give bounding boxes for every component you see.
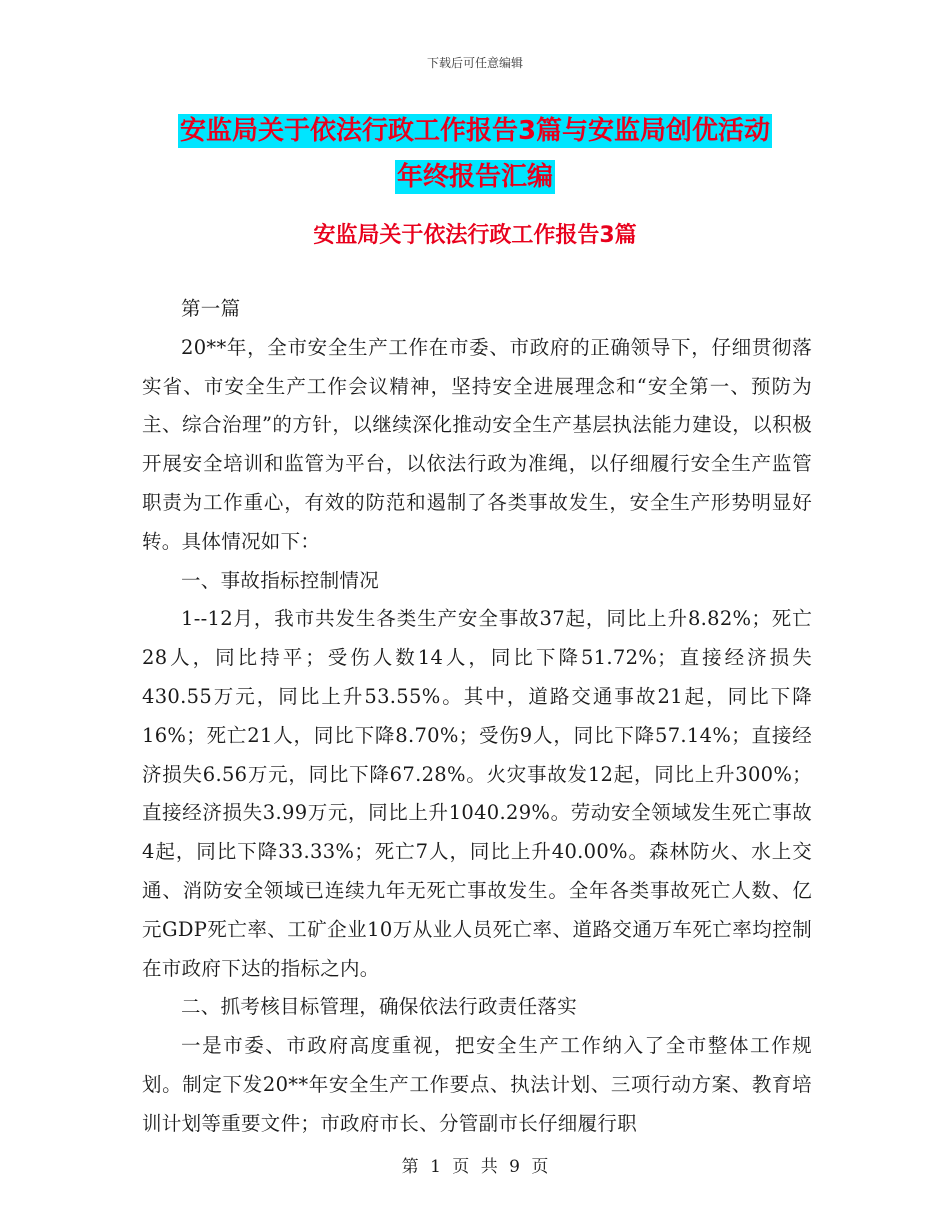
paragraph-government-attention: 一是市委、市政府高度重视，把安全生产工作纳入了全市整体工作规划。制定下发20**年安全生产工作要点、执法计划、三项行动方案、教育培训计划等重要文件；市政府市长、分管副市长仔细履行职 (142, 1034, 812, 1135)
header-note: 下载后可任意编辑 (426, 56, 523, 70)
document-body (142, 290, 812, 1144)
paragraph-heading-target-management: 二、抓考核目标管理，确保依法行政责任落实 (181, 995, 578, 1019)
document-title-line-2: 年终报告汇编 (396, 162, 553, 192)
paragraph-heading-accident-indicators: 一、事故指标控制情况 (181, 568, 380, 592)
document-title (140, 108, 810, 200)
paragraph-intro: 20**年，全市安全生产工作在市委、市政府的正确领导下，仔细贯彻落实省、市安全生产工作会议精神，坚持安全进展理念和“安全第一、预防为主、综合治理”的方针，以继续深化推动安全生产基层执法能力建设，以积极开展安全培训和监管为平台，以依法行政为准绳，以仔细履行安全生产监管职责为工作重心，有效的防范和遏制了各类事故发生，安全生产形势明显好转。具体情况如下： (142, 335, 812, 553)
page-footer: 第 1 页 共 9 页 (401, 1157, 549, 1177)
document-title-line-1: 安监局关于依法行政工作报告3篇与安监局创优活动 (179, 116, 771, 146)
paragraph-accident-statistics: 1--12月，我市共发生各类生产安全事故37起，同比上升8.82%；死亡28人，同比持平；受伤人数14人，同比下降51.72%；直接经济损失430.55万元，同比上升53.55%。其中，道路交通事故21起，同比下降16%；死亡21人，同比下降8.70%；受伤9人，同比下降57.14%；直接经济损失6.56万元，同比下降67.28%。火灾事故发12起，同比上升300%；直接经济损失3.99万元，同比上升1040.29%。劳动安全领域发生死亡事故4起，同比下降33.33%；死亡7人，同比上升40.00%。森林防火、水上交通、消防安全领域已连续九年无死亡事故发生。全年各类事故死亡人数、亿元GDP死亡率、工矿企业10万从业人员死亡率、道路交通万车死亡率均控制在市政府下达的指标之内。 (142, 607, 812, 980)
section-title: 安监局关于依法行政工作报告3篇 (313, 223, 637, 248)
paragraph-heading-first: 第一篇 (181, 297, 241, 320)
